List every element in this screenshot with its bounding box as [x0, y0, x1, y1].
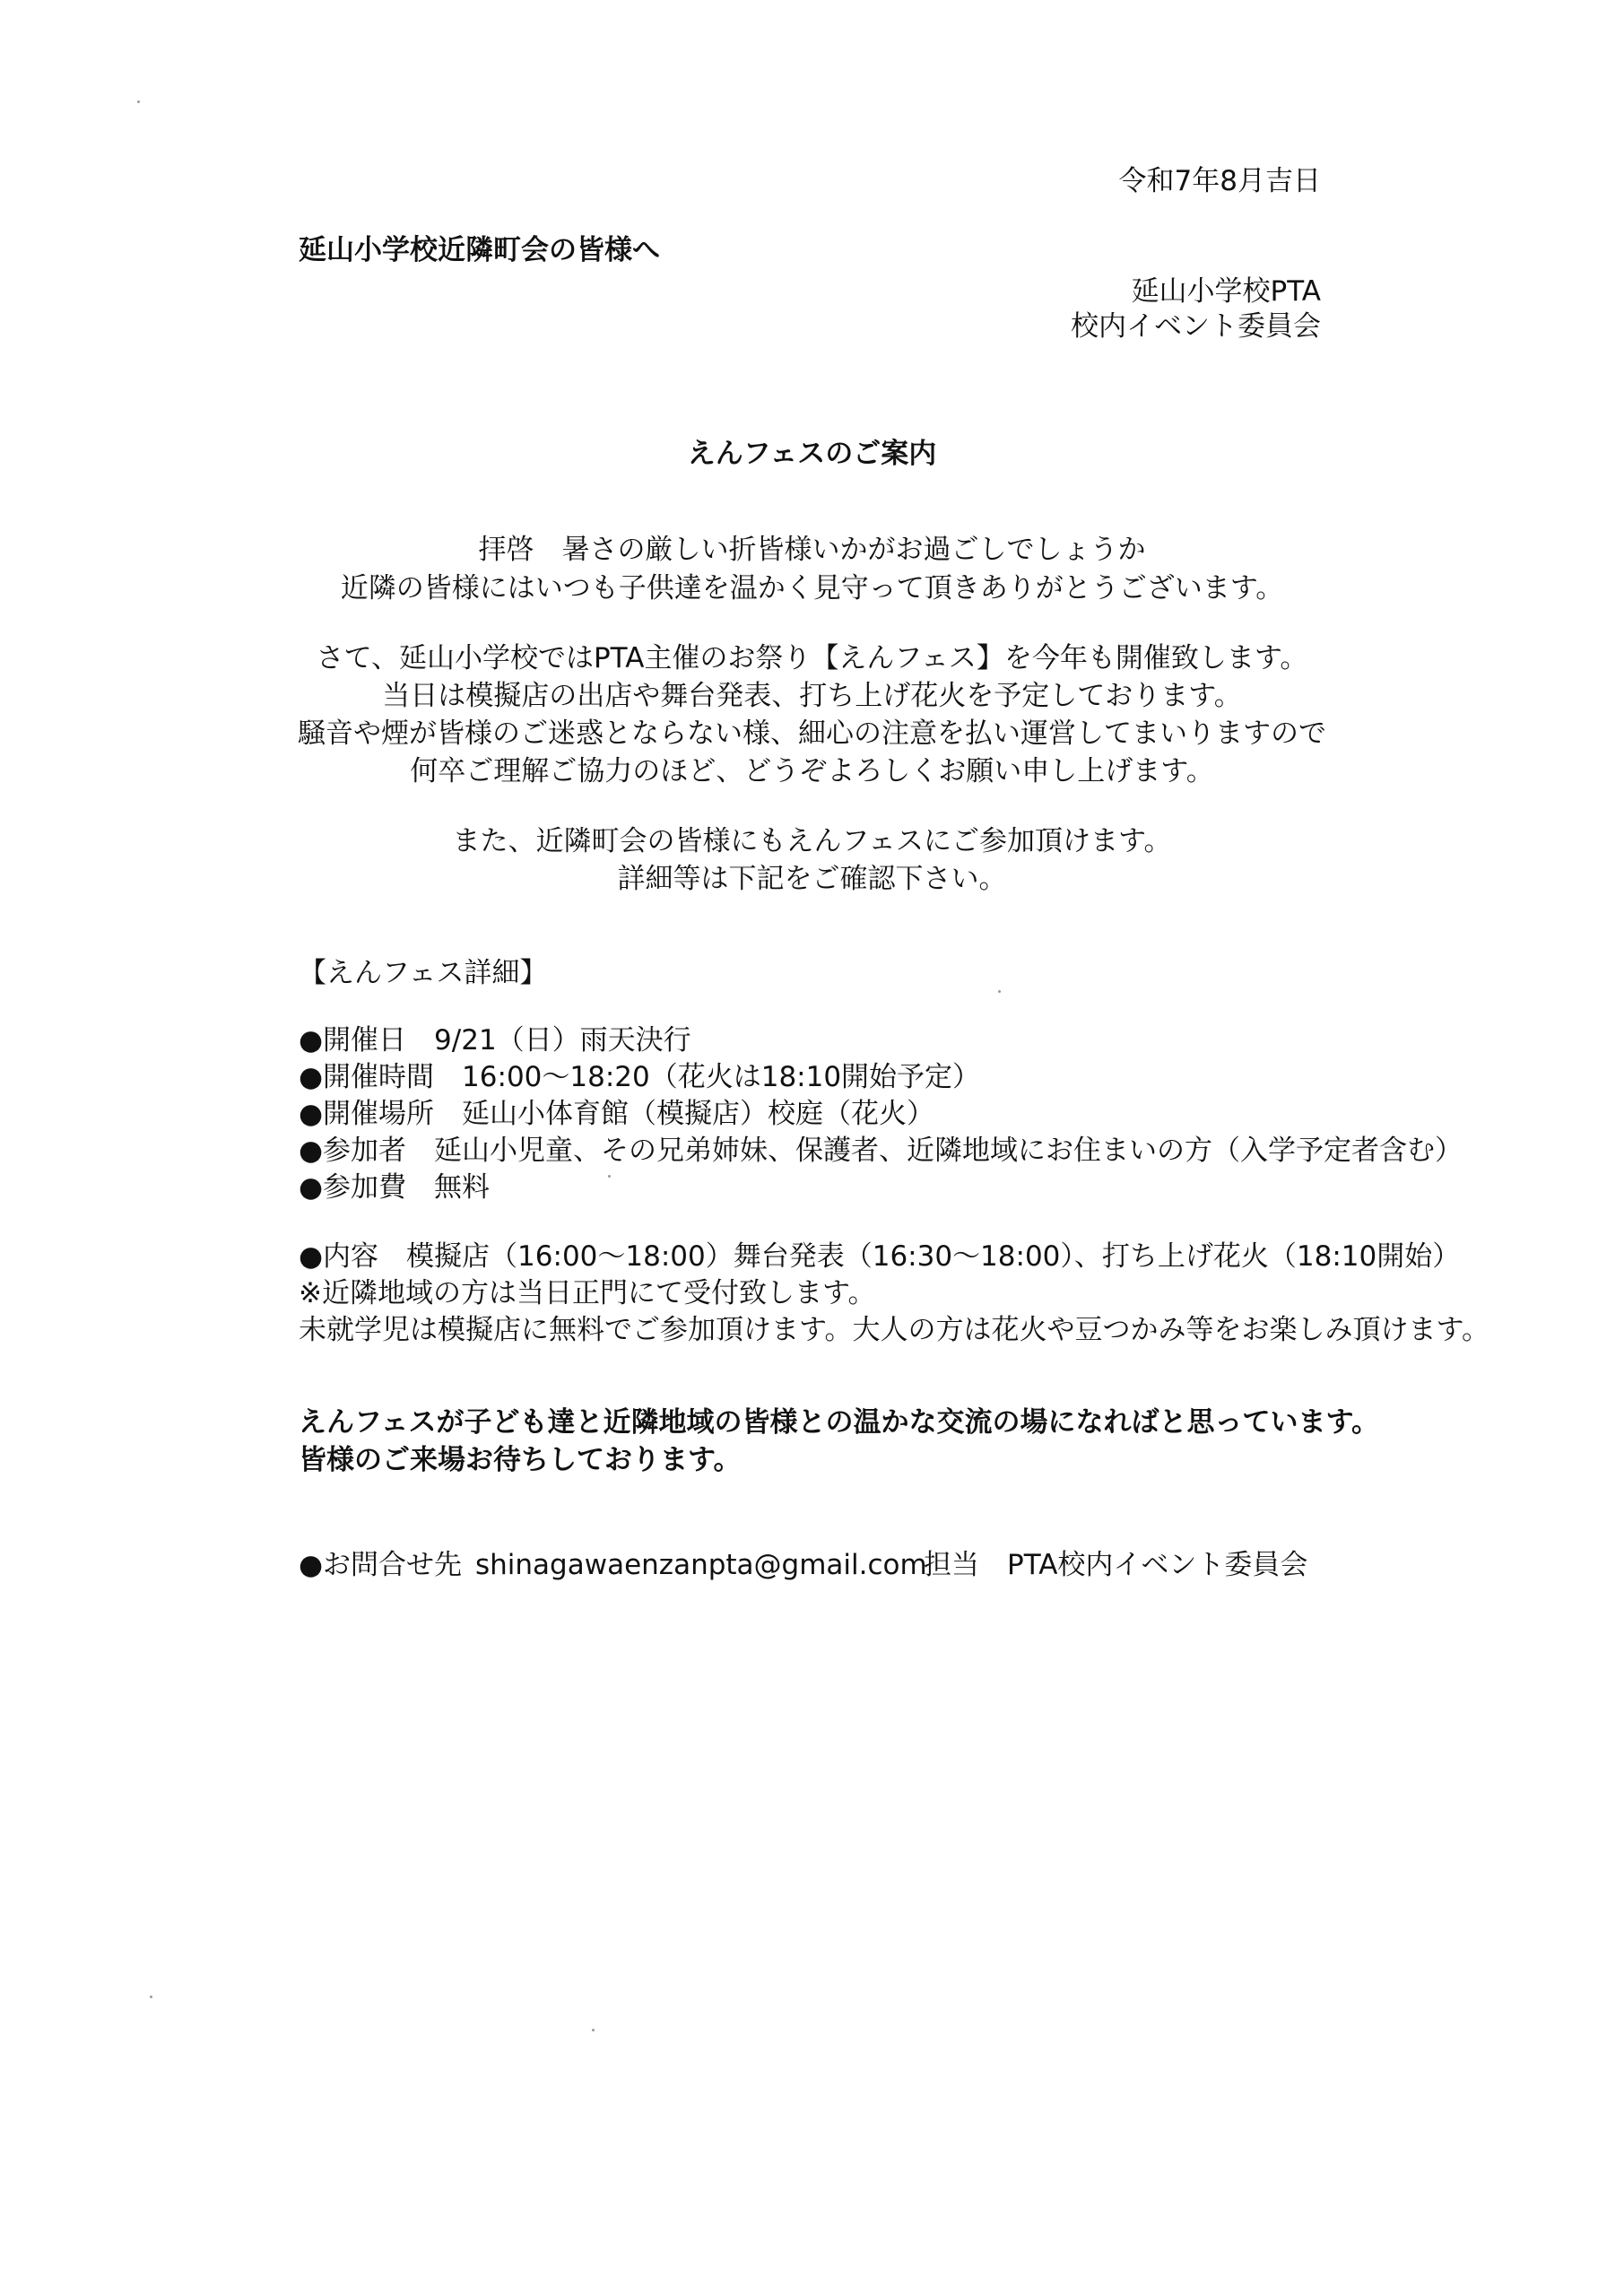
- scan-speck: [150, 1996, 152, 1998]
- issue-date: 令和7年8月吉日: [1118, 165, 1321, 197]
- detail-item-venue: ●開催場所 延山小体育館（模擬店）校庭（花火）: [299, 1098, 935, 1130]
- detail-item-time: ●開催時間 16:00～18:20（花火は18:10開始予定）: [299, 1061, 981, 1093]
- scan-speck: [592, 2029, 595, 2031]
- scan-speck: [998, 990, 1001, 993]
- detail-note: 未就学児は模擬店に無料でご参加頂けます。大人の方は花火や豆つかみ等をお楽しみ頂けます。: [299, 1314, 1490, 1346]
- invitation-line: 詳細等は下記をご確認下さい。: [617, 863, 1007, 895]
- greeting-line: 近隣の皆様にはいつも子供達を温かく見守って頂きありがとうございます。: [340, 572, 1284, 604]
- sender-organization: 延山小学校PTA: [1131, 275, 1321, 308]
- detail-content: ●内容 模擬店（16:00～18:00）舞台発表（16:30～18:00）、打ち上げ花火（18:10開始）: [299, 1240, 1461, 1273]
- detail-item-participants: ●参加者 延山小児童、その兄弟姉妹、保護者、近隣地域にお住まいの方（入学予定者含む）: [299, 1135, 1463, 1167]
- closing-line: 皆様のご来場お待ちしております。: [299, 1444, 742, 1476]
- scan-speck: [608, 1175, 611, 1178]
- body-line: 騒音や煙が皆様のご迷惑とならない様、細心の注意を払い運営してまいりますので: [298, 718, 1326, 750]
- contact-person: 担当 PTA校内イベント委員会: [924, 1549, 1308, 1581]
- greeting-line: 拝啓 暑さの厳しい折皆様いかがお過ごしでしょうか: [478, 534, 1146, 566]
- contact-email[interactable]: shinagawaenzanpta@gmail.com: [475, 1549, 927, 1581]
- body-line: さて、延山小学校ではPTA主催のお祭り【えんフェス】を今年も開催致します。: [316, 642, 1308, 674]
- detail-item-date: ●開催日 9/21（日）雨天決行: [299, 1024, 691, 1057]
- document-title: えんフェスのご案内: [687, 438, 937, 470]
- invitation-line: また、近隣町会の皆様にもえんフェスにご参加頂けます。: [452, 825, 1172, 857]
- sender-committee: 校内イベント委員会: [1071, 310, 1321, 343]
- scan-speck: [137, 100, 140, 103]
- recipient: 延山小学校近隣町会の皆様へ: [299, 234, 660, 266]
- details-heading: 【えんフェス詳細】: [299, 957, 548, 989]
- body-line: 何卒ご理解ご協力のほど、どうぞよろしくお願い申し上げます。: [410, 755, 1214, 787]
- closing-line: えんフェスが子ども達と近隣地域の皆様との温かな交流の場になればと思っています。: [299, 1406, 1379, 1439]
- detail-note: ※近隣地域の方は当日正門にて受付致します。: [299, 1277, 876, 1309]
- detail-item-fee: ●参加費 無料: [299, 1171, 491, 1204]
- body-line: 当日は模擬店の出店や舞台発表、打ち上げ花火を予定しております。: [382, 680, 1242, 712]
- contact-label: ●お問合せ先: [299, 1549, 463, 1581]
